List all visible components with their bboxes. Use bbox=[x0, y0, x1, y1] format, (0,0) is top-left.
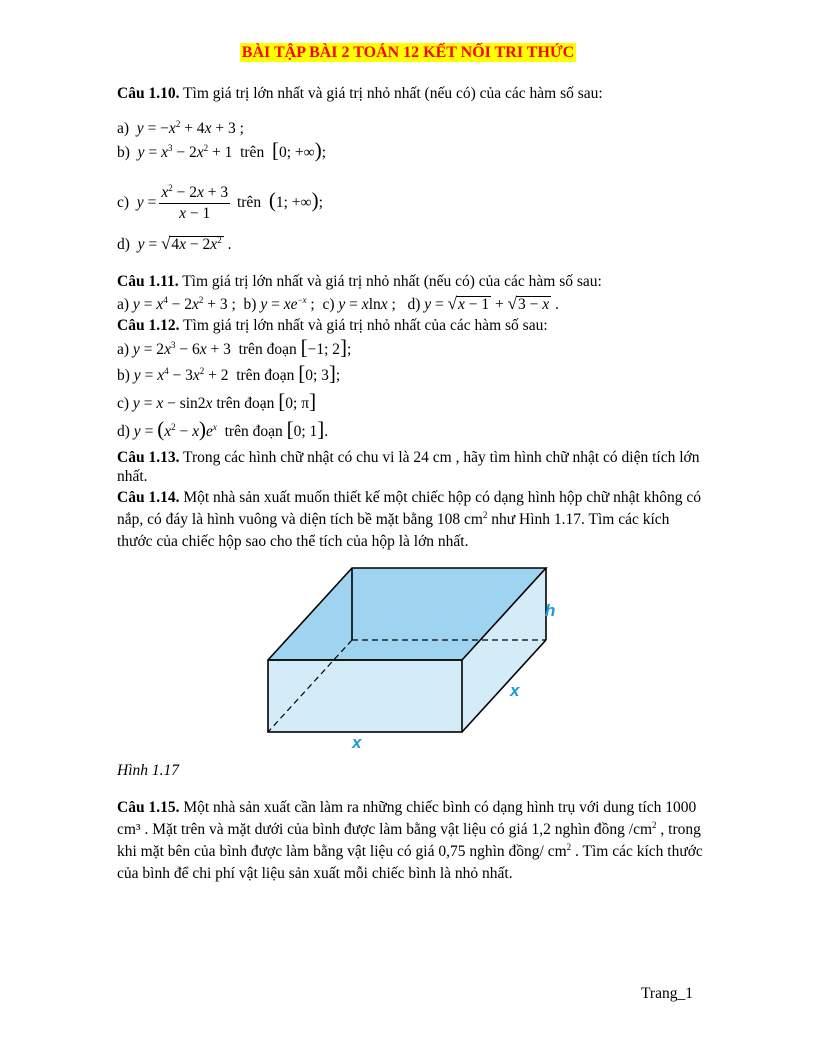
formula: a) $y = x^4 - 2x^2 + 3$ ; b) $y = xe^{-x}$ ; c) y = xlnx ; d) y = √x − 1 + √3 − x . bbox=[117, 294, 559, 313]
on-segment: trên đoạn bbox=[238, 341, 297, 358]
formula: d) $y = (x^2 - x)e^x$ bbox=[117, 417, 217, 441]
on-segment: trên đoạn bbox=[236, 367, 295, 384]
question-1-12 bbox=[117, 316, 707, 336]
question-text: Tìm giá trị lớn nhất và giá trị nhỏ nhất (nếu có) của các hàm số sau: bbox=[179, 85, 603, 102]
q110-item-a bbox=[117, 119, 707, 139]
interval: [0; 3]; bbox=[298, 361, 341, 385]
question-1-10 bbox=[117, 84, 707, 104]
open-box-diagram bbox=[258, 560, 560, 752]
question-label: Câu 1.15. bbox=[117, 799, 180, 816]
formula: $y = -x^2 + 4x + 3$ ; bbox=[136, 119, 244, 137]
formula: c) y = x − sin2x bbox=[117, 395, 213, 412]
formula: $y = √4x - 2x^2$ . bbox=[137, 234, 232, 253]
q112-item-a bbox=[117, 335, 707, 360]
label-x-side: x bbox=[510, 681, 520, 700]
page-title-text: BÀI TẬP BÀI 2 TOÁN 12 KẾT NỐI TRI THỨC bbox=[241, 44, 575, 61]
on-segment: trên đoạn bbox=[224, 423, 283, 440]
on-segment: trên đoạn bbox=[216, 395, 275, 412]
item-prefix: a) bbox=[117, 120, 130, 137]
question-text: Tìm giá trị lớn nhất và giá trị nhỏ nhất của các hàm số sau: bbox=[179, 317, 548, 334]
label-h: h bbox=[545, 601, 556, 620]
question-text-cont: như Hình 1.17. Tìm các kích thước của chiếc hộp sao cho thể tích của hộp là lớn nhất. bbox=[117, 511, 670, 550]
label-x-bottom: x bbox=[352, 733, 362, 752]
page-number: Trang_1 bbox=[641, 985, 693, 1002]
question-label: Câu 1.14. bbox=[117, 489, 180, 506]
q112-item-b bbox=[117, 361, 707, 386]
question-text: Trong các hình chữ nhật có chu vi là 24 cm , hãy tìm hình chữ nhật có diện tích lớn nhất. bbox=[117, 449, 700, 485]
q111-items bbox=[117, 294, 707, 315]
question-text: Một nhà sản xuất cần làm ra những chiếc bình có dạng hình trụ với dung tích 1000 cm³ . Mặt trên và mặt dưới của bình được làm bằng vật liệu có giá 1,2 nghìn đồng /cm bbox=[117, 799, 697, 838]
item-prefix: b) bbox=[117, 144, 130, 161]
formula: y = $\frac{x^2 - 2x + 3}{x - 1}$ bbox=[136, 183, 229, 222]
question-text-end: . Tìm các kích thước của bình để chi phí vật liệu sản xuất mỗi chiếc bình là nhỏ nhất. bbox=[117, 843, 703, 882]
q112-item-d bbox=[117, 417, 707, 442]
question-1-14: Câu 1.14. Một nhà sản xuất muốn thiết kế một chiếc hộp có dạng hình hộp chữ nhật không có nắp, có đáy là hình vuông và diện tích bề mặt bằng 108 $cm^2$ như Hình 1.17. Tìm các kích thước của chiếc hộp sao cho thể tích của hộp là lớn nhất. bbox=[117, 489, 701, 550]
interval: (1; +∞); bbox=[268, 188, 323, 213]
box-front-face bbox=[268, 660, 462, 732]
question-label: Câu 1.10. bbox=[117, 85, 180, 102]
item-prefix: d) bbox=[117, 236, 130, 253]
page-title bbox=[0, 44, 816, 62]
interval: [0; +∞); bbox=[271, 138, 326, 162]
q112-item-c bbox=[117, 389, 707, 414]
q110-item-b bbox=[117, 138, 707, 163]
question-text: Một nhà sản xuất muốn thiết kế một chiếc hộp có dạng hình hộp chữ nhật không có nắp, có đáy là hình vuông và diện tích bề mặt bằng 108 cm bbox=[117, 489, 701, 528]
question-1-13 bbox=[117, 448, 707, 486]
formula: a) $y = 2x^3 - 6x + 3$ bbox=[117, 340, 239, 358]
on-word: trên bbox=[236, 194, 262, 212]
item-prefix: c) bbox=[117, 194, 130, 212]
formula: b) $y = x^4 - 3x^2 + 2$ bbox=[117, 366, 237, 384]
interval: [0; π] bbox=[278, 389, 317, 413]
question-label: Câu 1.12. bbox=[117, 317, 180, 334]
q110-item-d bbox=[117, 234, 707, 255]
question-label: Câu 1.13. bbox=[117, 449, 180, 466]
interval: [0; 1]. bbox=[286, 417, 329, 441]
q110-item-c bbox=[117, 185, 707, 222]
question-text: Tìm giá trị lớn nhất và giá trị nhỏ nhất (nếu có) của các hàm số sau: bbox=[178, 273, 602, 290]
question-text-cont: , trong khi mặt bên của bình được làm bằng vật liệu có giá 0,75 nghìn đồng/ cm bbox=[117, 821, 701, 860]
figure-caption: Hình 1.17 bbox=[117, 762, 179, 779]
box-figure bbox=[258, 560, 560, 752]
question-1-11 bbox=[117, 272, 707, 292]
question-label: Câu 1.11. bbox=[117, 273, 179, 290]
on-word: trên bbox=[240, 144, 265, 161]
formula: $y = x^3 - 2x^2 + 1$ bbox=[137, 143, 237, 161]
interval: [−1; 2]; bbox=[300, 335, 352, 359]
question-1-15: Câu 1.15. Một nhà sản xuất cần làm ra những chiếc bình có dạng hình trụ với dung tích 1000 cm³ . Mặt trên và mặt dưới của bình được làm bằng vật liệu có giá 1,2 nghìn đồng $/cm^2$ , trong khi mặt bên của bình được làm bằng vật liệu có giá 0,75 nghìn đồng/ $cm^2$ . Tìm các kích thước của bình để chi phí vật liệu sản xuất mỗi chiếc bình là nhỏ nhất. bbox=[117, 799, 703, 882]
